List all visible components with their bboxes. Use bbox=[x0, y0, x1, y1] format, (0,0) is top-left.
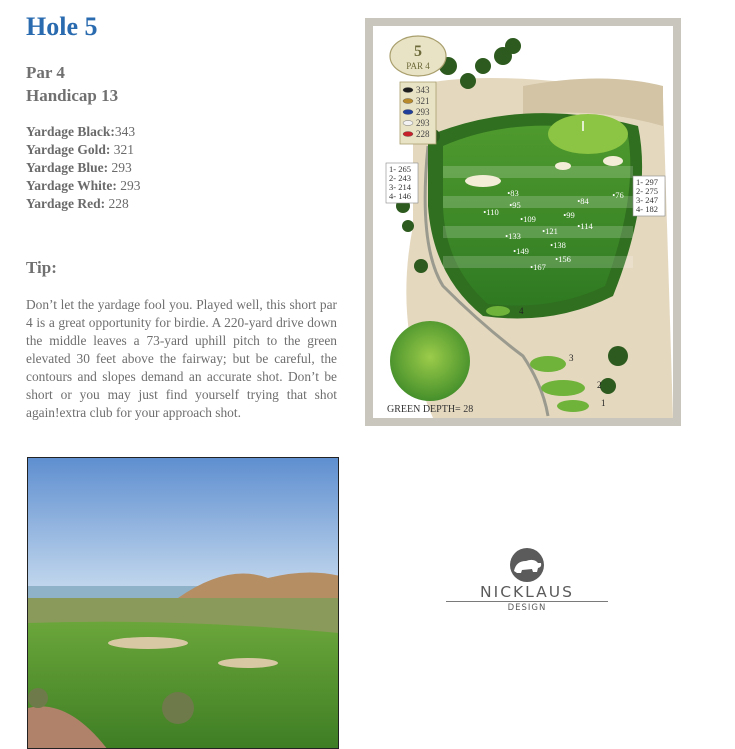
green bbox=[548, 114, 628, 154]
tip-heading: Tip: bbox=[26, 258, 57, 277]
tee-box bbox=[530, 356, 566, 372]
yardage-label: Yardage Black: bbox=[26, 124, 115, 139]
green-depth: GREEN DEPTH= 28 bbox=[387, 404, 474, 415]
yardage-value: 293 bbox=[111, 160, 132, 175]
right-box-entry: 1- 297 bbox=[636, 177, 658, 187]
left-box-entry: 1- 265 bbox=[389, 164, 411, 174]
distance-marker: •156 bbox=[555, 254, 571, 264]
tee-number: 2 bbox=[597, 380, 602, 390]
left-box-rows bbox=[389, 164, 412, 201]
right-box-entry: 3- 247 bbox=[636, 195, 658, 205]
logo-brand: NICKLAUS bbox=[480, 583, 574, 601]
hole-map bbox=[373, 26, 673, 418]
yardage-value: 343 bbox=[114, 124, 136, 139]
distance-marker: •138 bbox=[550, 240, 566, 250]
left-box-entry: 2- 243 bbox=[389, 173, 411, 183]
logo-divider bbox=[446, 601, 608, 602]
logo-sub: DESIGN bbox=[507, 603, 547, 613]
tee-box bbox=[557, 400, 589, 412]
par-text: Par 4 bbox=[26, 63, 65, 82]
distance-marker: •84 bbox=[577, 196, 589, 206]
tee-number: 3 bbox=[569, 353, 574, 363]
right-box-entry: 2- 275 bbox=[636, 186, 658, 196]
tip-text: Don’t let the yardage fool you. Played well, this short par 4 is a great opportunity for birdie. A 220-yard drive down the middle leaves a 73-yard uphill pitch to the green elevated 30 feet above the fairway; but be careful, the contours and slopes demand an accurate shot. Don’t be short or you may just find yourself trying that shot again!extra club for your approach shot. bbox=[26, 297, 337, 420]
nicklaus-design-logo bbox=[444, 548, 610, 614]
yardage-row bbox=[26, 141, 141, 159]
tee-marker-icon bbox=[403, 132, 413, 137]
distance-marker: •109 bbox=[520, 214, 536, 224]
yardage-value: 293 bbox=[120, 178, 141, 193]
yardage-row bbox=[26, 177, 141, 195]
hole-map-frame bbox=[365, 18, 681, 426]
yardage-row bbox=[26, 195, 141, 213]
tee-legend-value: 293 bbox=[416, 118, 430, 128]
tee-marker-icon bbox=[403, 110, 413, 115]
bunker bbox=[218, 658, 278, 668]
bunker bbox=[603, 156, 623, 166]
tee-legend-value: 228 bbox=[416, 129, 430, 139]
par-info bbox=[26, 61, 118, 107]
distance-marker: •114 bbox=[577, 221, 593, 231]
distance-marker: •167 bbox=[530, 262, 546, 272]
bear-icon bbox=[444, 548, 610, 584]
hole-photo bbox=[27, 457, 339, 749]
yardage-label: Yardage Blue: bbox=[26, 160, 109, 175]
green-inset bbox=[390, 321, 470, 401]
tee-marker-icon bbox=[403, 99, 413, 104]
tee-number: 4 bbox=[519, 306, 524, 316]
tee-legend-value: 343 bbox=[416, 85, 430, 95]
tee-box bbox=[541, 380, 585, 396]
right-box-rows bbox=[636, 177, 658, 214]
distance-marker: •110 bbox=[483, 207, 499, 217]
tee-number: 1 bbox=[601, 398, 606, 408]
badge-par: PAR 4 bbox=[406, 61, 430, 71]
yardage-label: Yardage White: bbox=[26, 178, 117, 193]
hole-map-illustration bbox=[373, 26, 673, 418]
bunker bbox=[108, 637, 188, 649]
yardage-row bbox=[26, 123, 141, 141]
distance-marker: •83 bbox=[507, 188, 519, 198]
left-box-entry: 4- 146 bbox=[389, 191, 411, 201]
tee-legend-value: 293 bbox=[416, 107, 430, 117]
distance-marker: •133 bbox=[505, 231, 521, 241]
badge-number: 5 bbox=[414, 43, 422, 60]
bunker bbox=[555, 162, 571, 170]
yardage-value: 321 bbox=[113, 142, 134, 157]
yardage-label: Yardage Gold: bbox=[26, 142, 111, 157]
tee-box bbox=[486, 306, 510, 316]
yardage-value: 228 bbox=[108, 196, 129, 211]
distance-marker: •121 bbox=[542, 226, 558, 236]
distance-marker: •99 bbox=[563, 210, 575, 220]
bunker bbox=[465, 175, 501, 187]
right-box-entry: 4- 182 bbox=[636, 204, 658, 214]
hole-photo-illustration bbox=[28, 458, 339, 749]
yardage-list bbox=[26, 123, 141, 213]
handicap-text: Handicap 13 bbox=[26, 86, 119, 105]
hole-title: Hole 5 bbox=[26, 12, 98, 41]
tee-legend-value: 321 bbox=[416, 96, 430, 106]
yardage-row bbox=[26, 159, 141, 177]
distance-marker: •76 bbox=[612, 190, 624, 200]
left-box-entry: 3- 214 bbox=[389, 182, 411, 192]
distance-marker: •95 bbox=[509, 200, 521, 210]
tee-marker-icon bbox=[403, 121, 413, 126]
tee-marker-icon bbox=[403, 88, 413, 93]
yardage-label: Yardage Red: bbox=[26, 196, 106, 211]
distance-marker: •149 bbox=[513, 246, 529, 256]
